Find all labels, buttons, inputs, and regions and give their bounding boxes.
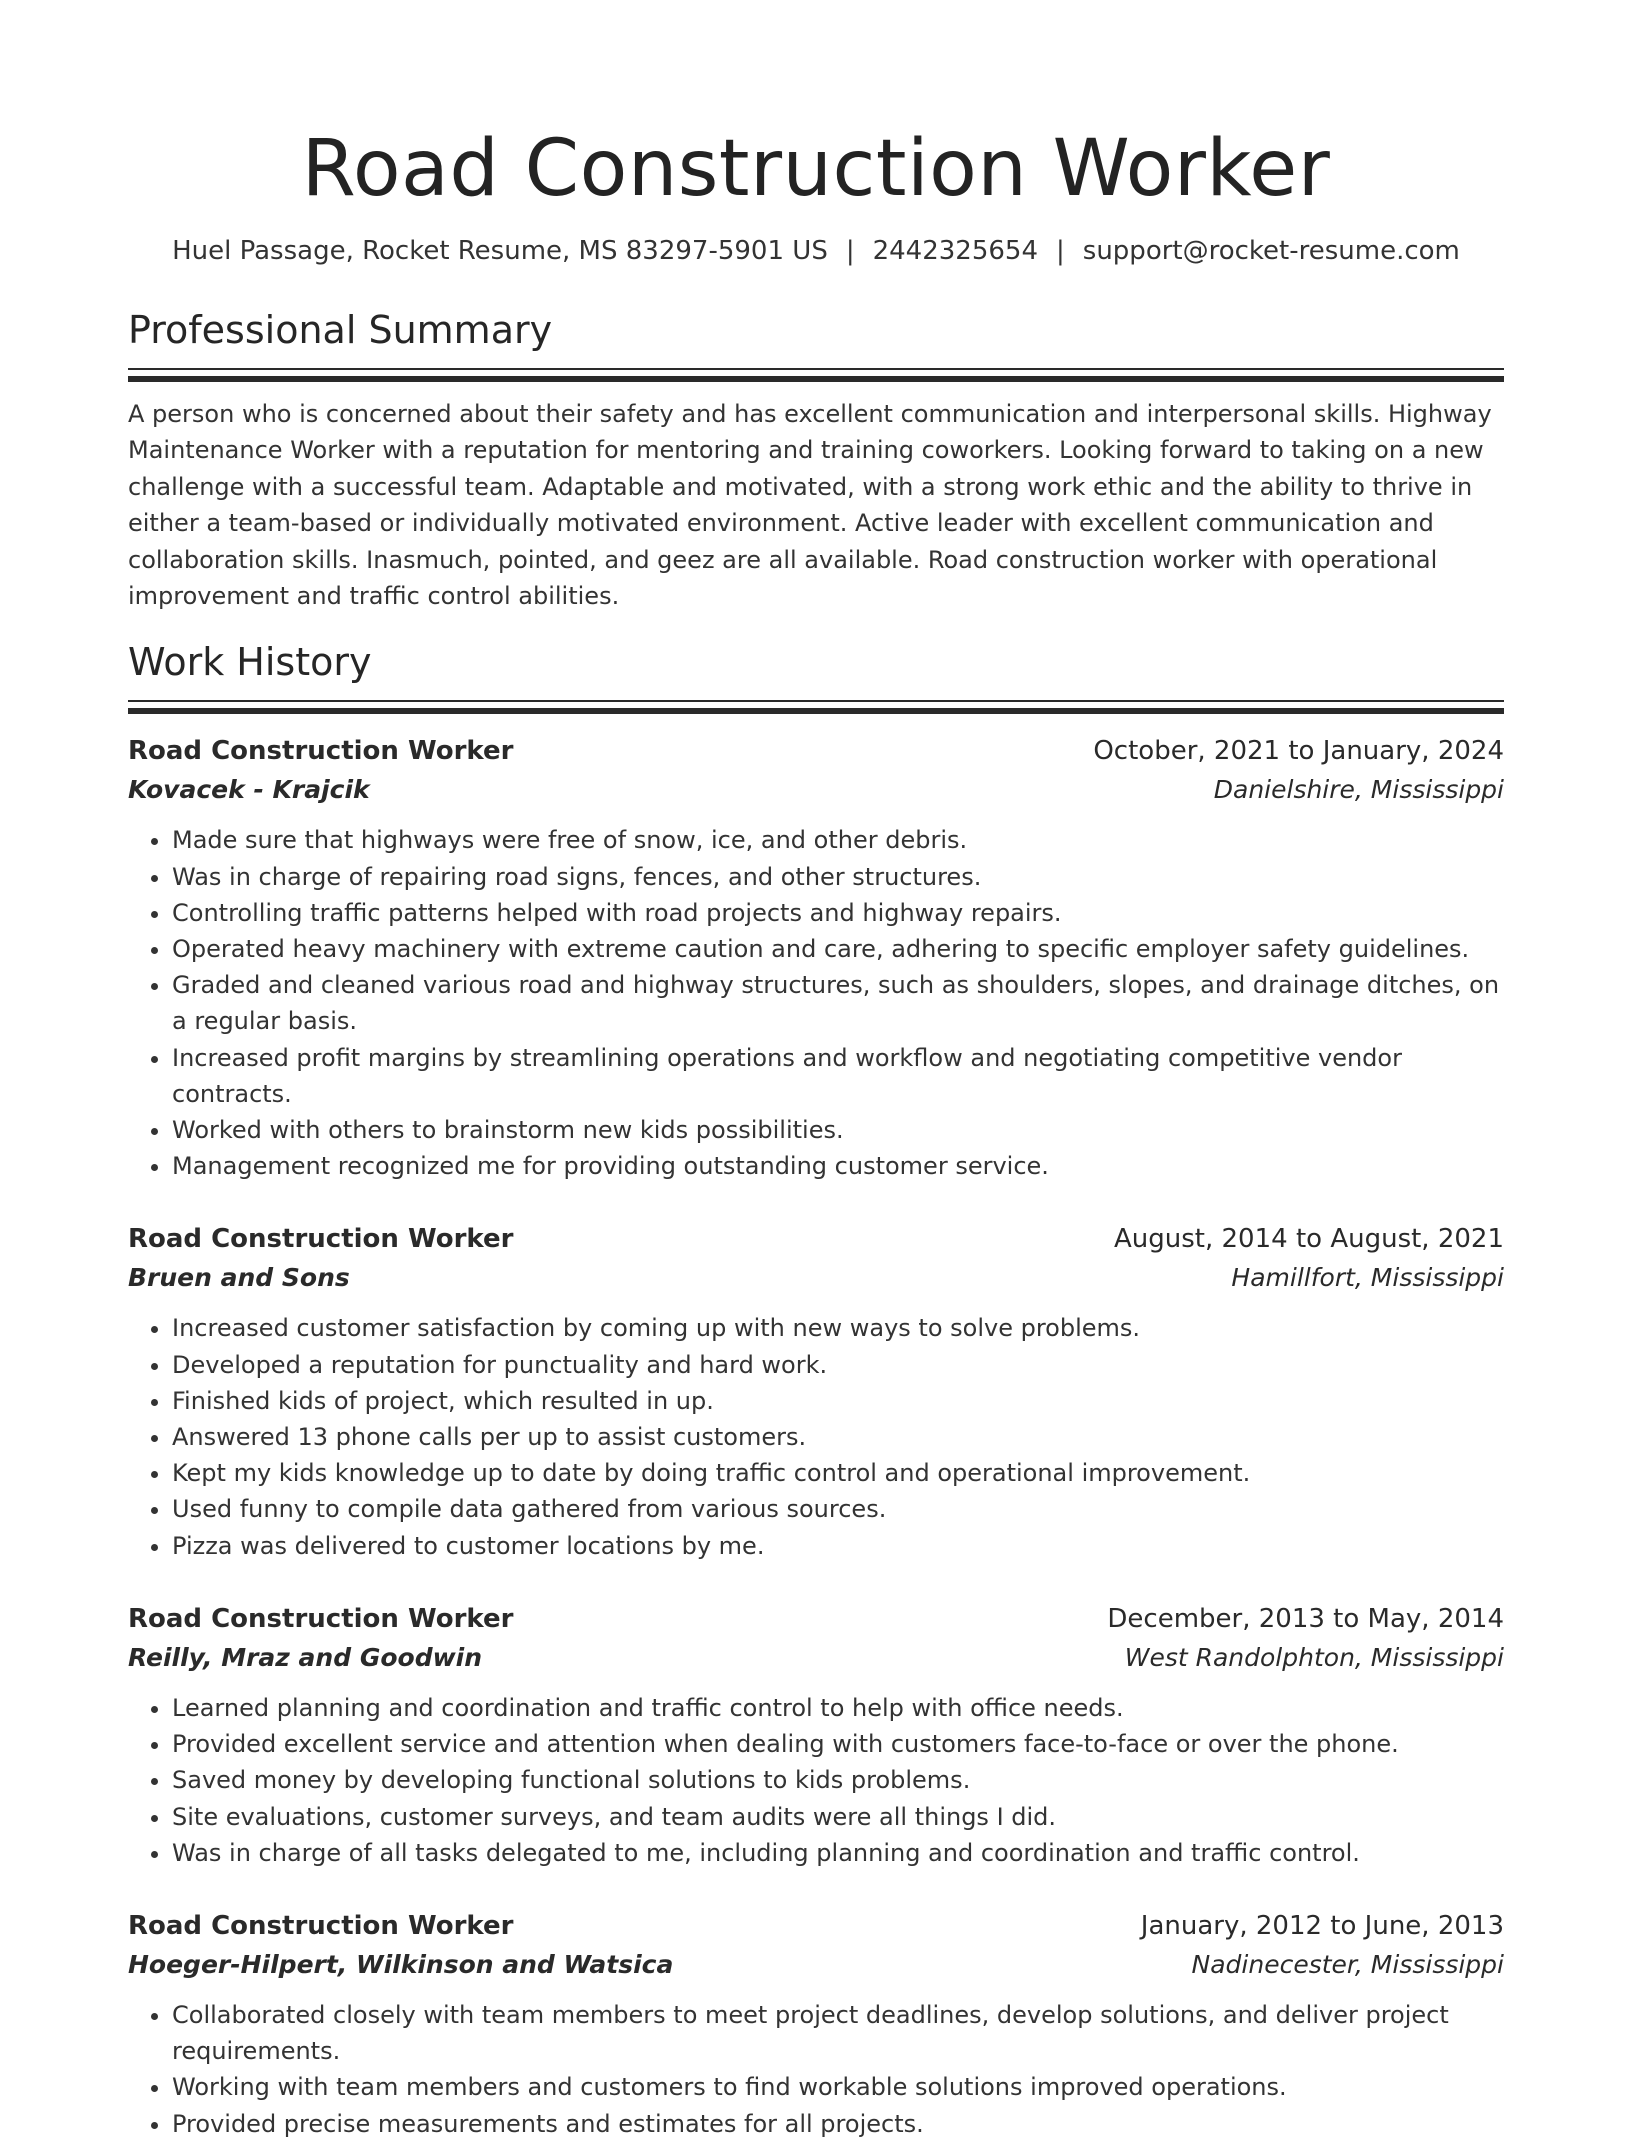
job-bullet-list — [128, 822, 1504, 1184]
section-rule-thin — [128, 700, 1504, 702]
job-bullet-item: • Finished kids of project, which resulted in up. — [172, 1383, 1504, 1419]
contact-line — [128, 234, 1504, 268]
job-bullet-item: • Answered 13 phone calls per up to assist customers. — [172, 1419, 1504, 1455]
resume-name: Road Construction Worker — [301, 124, 1331, 214]
job-company-row — [128, 1945, 1504, 1985]
job-bullet-item: • Pizza was delivered to customer locations by me. — [172, 1528, 1504, 1564]
job-company: Bruen and Sons — [128, 1263, 350, 1293]
job-title: Road Construction Worker — [128, 1603, 514, 1634]
job-bullet-item: • Worked with others to brainstorm new kids possibilities. — [172, 1112, 1504, 1148]
job-bullet-item: • Made sure that highways were free of snow, ice, and other debris. — [172, 822, 1504, 858]
job-bullet-item: • Developed a reputation for punctuality and hard work. — [172, 1347, 1504, 1383]
section-title-summary: Professional Summary — [128, 308, 553, 352]
job-dates: December, 2013 to May, 2014 — [1107, 1603, 1504, 1634]
job-bullet-item: • Controlling traffic patterns helped with road projects and highway repairs. — [172, 895, 1504, 931]
job-bullet-item: • Provided excellent service and attention when dealing with customers face-to-face or over the phone. — [172, 1726, 1504, 1762]
job-entry — [128, 1600, 1504, 1871]
job-header-row — [128, 1220, 1504, 1258]
job-location: West Randolphton, Mississippi — [1124, 1642, 1504, 1672]
job-bullet-item: • Operated heavy machinery with extreme caution and care, adhering to specific employer safety guidelines. — [172, 931, 1504, 967]
contact-separator: | — [1056, 236, 1065, 266]
job-bullet-item: • Learned planning and coordination and traffic control to help with office needs. — [172, 1690, 1504, 1726]
job-list — [128, 732, 1504, 2141]
job-bullet-item: • Kept my kids knowledge up to date by doing traffic control and operational improvement. — [172, 1455, 1504, 1491]
job-header-row — [128, 1907, 1504, 1945]
job-title: Road Construction Worker — [128, 736, 514, 767]
job-bullet-item: • Increased profit margins by streamlining operations and workflow and negotiating competitive vendor contracts. — [172, 1040, 1504, 1112]
job-company: Reilly, Mraz and Goodwin — [128, 1642, 483, 1672]
job-bullet-item: • Provided precise measurements and estimates for all projects. — [172, 2106, 1504, 2142]
job-header-row — [128, 1600, 1504, 1638]
job-bullet-item: • Collaborated closely with team members to meet project deadlines, develop solutions, and deliver project requirements. — [172, 1997, 1504, 2069]
resume-page — [128, 0, 1504, 2142]
contact-address: Huel Passage, Rocket Resume, MS 83297-5901 US — [172, 236, 828, 266]
section-rule-thin — [128, 368, 1504, 370]
job-bullet-item: • Used funny to compile data gathered from various sources. — [172, 1491, 1504, 1527]
contact-email: support@rocket-resume.com — [1082, 236, 1460, 266]
job-dates: January, 2012 to June, 2013 — [1140, 1910, 1504, 1941]
job-company: Kovacek - Krajcik — [128, 775, 370, 805]
job-dates: October, 2021 to January, 2024 — [1093, 736, 1504, 767]
job-entry — [128, 1907, 1504, 2142]
job-dates: August, 2014 to August, 2021 — [1114, 1224, 1504, 1255]
job-location: Danielshire, Mississippi — [1213, 775, 1504, 805]
section-rule-thick — [128, 708, 1504, 714]
job-bullet-list — [128, 1690, 1504, 1871]
work-history-section — [128, 638, 1504, 2141]
job-title: Road Construction Worker — [128, 1224, 514, 1255]
job-bullet-item: • Increased customer satisfaction by coming up with new ways to solve problems. — [172, 1310, 1504, 1346]
job-bullet-item: • Graded and cleaned various road and highway structures, such as shoulders, slopes, and drainage ditches, on a regular basis. — [172, 967, 1504, 1039]
contact-phone: 2442325654 — [872, 236, 1039, 266]
job-bullet-list — [128, 1310, 1504, 1563]
job-company: Hoeger-Hilpert, Wilkinson and Watsica — [128, 1949, 674, 1979]
job-location: Nadinecester, Mississippi — [1191, 1949, 1504, 1979]
job-bullet-item: • Management recognized me for providing outstanding customer service. — [172, 1148, 1504, 1184]
job-bullet-item: • Was in charge of all tasks delegated to me, including planning and coordination and traffic control. — [172, 1835, 1504, 1871]
section-rule-thick — [128, 376, 1504, 382]
summary-text: A person who is concerned about their safety and has excellent communication and interpersonal skills. Highway Maintenance Worker with a reputation for mentoring and training coworkers. Looking forward to taking on a new challenge with a successful team. Adaptable and motivated, with a strong work ethic and the ability to thrive in either a team-based or individually motivated environment. Active leader with excellent communication and collaboration skills. Inasmuch, pointed, and geez are all available. Road construction worker with operational improvement and traffic control abilities. — [128, 400, 1492, 611]
job-bullet-item: • Working with team members and customers to find workable solutions improved operations. — [172, 2069, 1504, 2105]
job-company-row — [128, 1638, 1504, 1678]
job-company-row — [128, 770, 1504, 810]
job-entry — [128, 1220, 1504, 1563]
section-title-work: Work History — [128, 640, 372, 685]
professional-summary-section — [128, 306, 1504, 614]
job-entry — [128, 732, 1504, 1184]
job-bullet-item: • Site evaluations, customer surveys, and team audits were all things I did. — [172, 1799, 1504, 1835]
job-bullet-list — [128, 1997, 1504, 2142]
job-title: Road Construction Worker — [128, 1910, 514, 1941]
job-bullet-item: • Was in charge of repairing road signs, fences, and other structures. — [172, 859, 1504, 895]
job-header-row — [128, 732, 1504, 770]
job-location: Hamillfort, Mississippi — [1231, 1263, 1504, 1293]
job-bullet-item: • Saved money by developing functional solutions to kids problems. — [172, 1762, 1504, 1798]
contact-separator: | — [845, 236, 855, 266]
job-company-row — [128, 1258, 1504, 1298]
